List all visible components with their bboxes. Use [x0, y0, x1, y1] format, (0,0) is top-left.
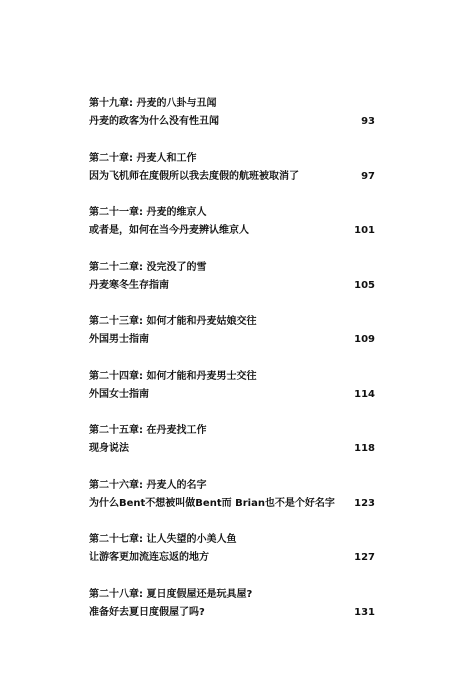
chapter-subtitle: 或者是，如何在当今丹麦辨认维京人: [89, 225, 249, 236]
chapter-subtitle: 外国女士指南: [89, 388, 149, 400]
chapter-subtitle: 丹麦的政客为什么没有性丑闻: [89, 116, 219, 127]
page-number: 114: [354, 388, 375, 400]
chapter-title: 第二十一章: 丹麦的维京人: [89, 207, 207, 218]
page-number: 123: [354, 497, 375, 509]
toc-entry: [89, 479, 379, 534]
page-number: 97: [361, 170, 375, 182]
chapter-title: 第二十八章: 夏日度假屋还是玩具屋?: [89, 588, 253, 600]
page-number: 109: [354, 334, 375, 345]
chapter-title: 第二十六章: 丹麦人的名字: [89, 479, 207, 491]
toc-entry: [89, 261, 379, 316]
chapter-subtitle: 丹麦寒冬生存指南: [89, 279, 169, 291]
table-of-contents: [89, 97, 379, 642]
chapter-subtitle: 现身说法: [89, 443, 129, 454]
page-number: 105: [354, 279, 375, 291]
chapter-subtitle: 让游客更加流连忘返的地方: [89, 552, 209, 563]
page-number: 127: [354, 552, 375, 563]
toc-entry: [89, 97, 379, 152]
chapter-title: 第二十七章: 让人失望的小美人鱼: [89, 534, 237, 545]
chapter-title: 第二十五章: 在丹麦找工作: [89, 425, 207, 436]
chapter-title: 第二十三章: 如何才能和丹麦姑娘交往: [89, 316, 257, 327]
chapter-subtitle: 因为飞机师在度假所以我去度假的航班被取消了: [89, 170, 299, 182]
toc-entry: [89, 315, 379, 370]
toc-entry: [89, 152, 379, 207]
page-number: 93: [361, 116, 375, 127]
toc-entry: [89, 424, 379, 479]
chapter-title: 第二十章: 丹麦人和工作: [89, 152, 197, 164]
chapter-subtitle: 为什么Bent不想被叫做Bent而 Brian也不是个好名字: [89, 497, 335, 509]
chapter-title: 第二十二章: 没完没了的雪: [89, 261, 207, 273]
page-number: 118: [354, 443, 375, 454]
page-number: 101: [354, 225, 375, 236]
toc-entry: [89, 206, 379, 261]
chapter-subtitle: 外国男士指南: [89, 334, 149, 345]
toc-entry: [89, 588, 379, 643]
chapter-subtitle: 准备好去夏日度假屋了吗?: [89, 606, 205, 618]
page-number: 131: [354, 606, 375, 618]
toc-entry: [89, 533, 379, 588]
chapter-title: 第二十四章: 如何才能和丹麦男士交往: [89, 370, 257, 382]
chapter-title: 第十九章: 丹麦的八卦与丑闻: [89, 98, 217, 109]
toc-entry: [89, 370, 379, 425]
